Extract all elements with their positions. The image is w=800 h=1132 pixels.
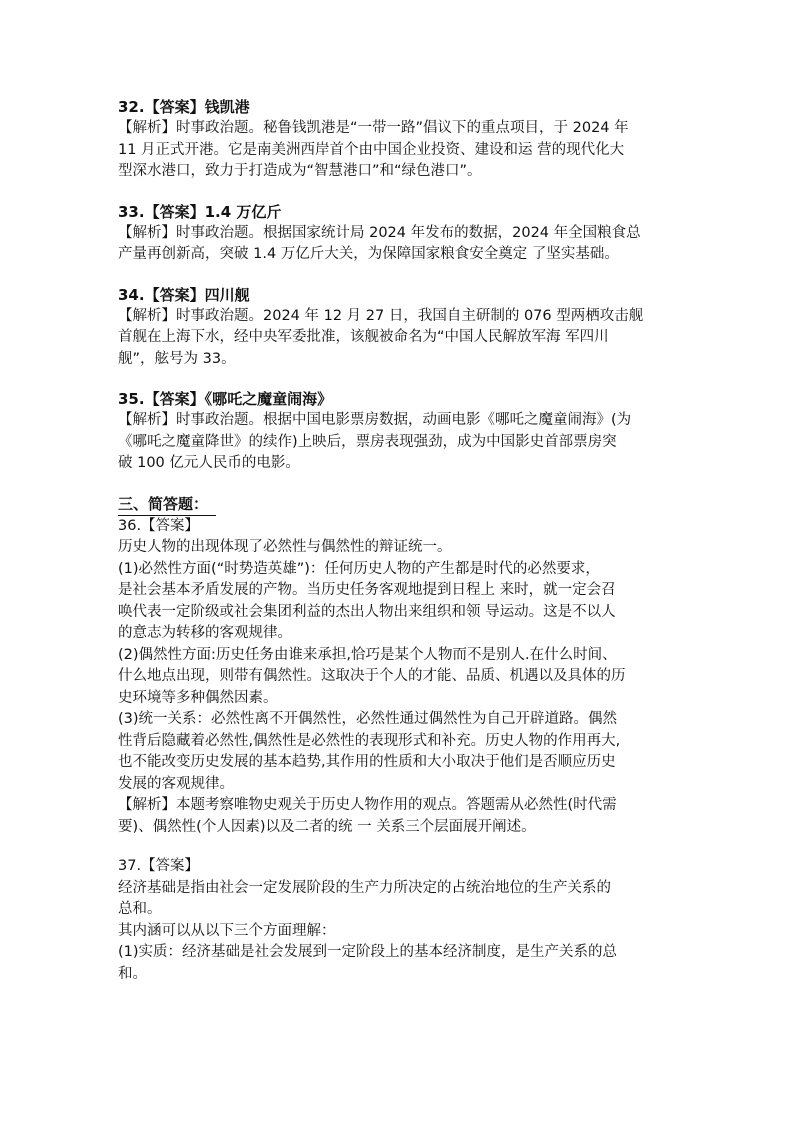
answer-line: 什么地点出现，则带有偶然性。这取决于个人的才能、品质、机遇以及具体的历 <box>118 668 626 684</box>
answer-heading-34: 34.【答案】四川舰 <box>118 285 250 304</box>
answer-line: 的意志为转移的客观规律。 <box>118 625 292 641</box>
question-35 <box>118 388 684 475</box>
answer-line: 是社会基本矛盾发展的产物。当历史任务客观地提到日程上 来时，就一定会召 <box>118 582 616 598</box>
analysis-line: 【解析】本题考察唯物史观关于历史人物作用的观点。答题需从必然性(时代需 <box>118 797 617 813</box>
section-short-answer <box>118 493 684 516</box>
answer-line: 历史人物的出现体现了必然性与偶然性的辩证统一。 <box>118 539 452 555</box>
answer-line: (3)统一关系：必然性离不开偶然性，必然性通过偶然性为自己开辟道路。偶然 <box>118 711 618 727</box>
answer-heading-32: 32.【答案】钱凯港 <box>118 98 250 116</box>
answer-line: (2)偶然性方面:历史任务由谁来承担,恰巧是某个人物而不是别人.在什么时间、 <box>118 646 617 663</box>
section-heading: 三、简答题： <box>118 493 216 516</box>
analysis-line: 【解析】时事政治题。根据国家统计局 2024 年发布的数据，2024 年全国粮食总 <box>118 224 641 241</box>
answer-line: (1)实质：经济基础是社会发展到一定阶段上的基本经济制度，是生产关系的总 <box>118 944 618 960</box>
analysis-line: 舰”，舷号为 33。 <box>118 350 236 367</box>
analysis-line: 要)、偶然性(个人因素)以及二者的统 一 关系三个层面展开阐述。 <box>118 818 536 835</box>
analysis-line: 11 月正式开港。它是南美洲西岸首个由中国企业投资、建设和运 营的现代化大 <box>118 141 625 158</box>
analysis-line: 首舰在上海下水，经中央军委批准，该舰被命名为“中国人民解放军海 军四川 <box>118 329 609 345</box>
answer-line: 也不能改变历史发展的基本趋势,其作用的性质和大小取决于他们是否顺应历史 <box>118 754 616 770</box>
answer-line: 唤代表一定阶级或社会集团利益的杰出人物出来组织和领 导运动。这是不以人 <box>118 603 616 620</box>
question-36 <box>118 516 684 839</box>
document-page <box>118 96 684 985</box>
question-37 <box>118 856 684 985</box>
answer-line: 发展的客观规律。 <box>118 775 234 792</box>
answer-heading-37: 37.【答案】 <box>118 858 200 874</box>
analysis-line: 【解析】时事政治题。根据中国电影票房数据，动画电影《哪吒之魔童闹海》(为 <box>118 412 632 428</box>
answer-line: 总和。 <box>118 901 162 917</box>
question-33 <box>118 201 684 266</box>
answer-line: 其内涵可以从以下三个方面理解： <box>118 922 336 939</box>
analysis-line: 【解析】时事政治题。秘鲁钱凯港是“一带一路”倡议下的重点项目，于 2024 年 <box>118 120 629 136</box>
answer-line: (1)必然性方面(“时势造英雄”)：任何历史人物的产生都是时代的必然要求， <box>118 560 600 577</box>
answer-line: 性背后隐藏着必然性,偶然性是必然性的表现形式和补充。历史人物的作用再大, <box>118 732 621 749</box>
analysis-line: 【解析】时事政治题。2024 年 12 月 27 日，我国自主研制的 076 型两栖攻击舰 <box>118 307 644 324</box>
answer-line: 经济基础是指由社会一定发展阶段的生产力所决定的占统治地位的生产关系的 <box>118 879 611 896</box>
answer-heading-36: 36.【答案】 <box>118 517 200 534</box>
analysis-line: 产量再创新高，突破 1.4 万亿斤大关，为保障国家粮食安全奠定 了坚实基础。 <box>118 246 619 262</box>
analysis-line: 型深水港口，致力于打造成为“智慧港口”和“绿色港口”。 <box>118 163 482 179</box>
analysis-line: 《哪吒之魔童降世》的续作)上映后，票房表现强劲，成为中国影史首部票房突 <box>118 433 617 450</box>
answer-line: 和。 <box>118 965 147 982</box>
answer-heading-33: 33.【答案】1.4 万亿斤 <box>118 202 282 221</box>
question-32 <box>118 96 684 183</box>
question-34 <box>118 284 684 371</box>
answer-line: 史环境等多种偶然因素。 <box>118 689 278 706</box>
analysis-line: 破 100 亿元人民币的电影。 <box>118 455 300 471</box>
answer-heading-35: 35.【答案】《哪吒之魔童闹海》 <box>118 390 333 408</box>
